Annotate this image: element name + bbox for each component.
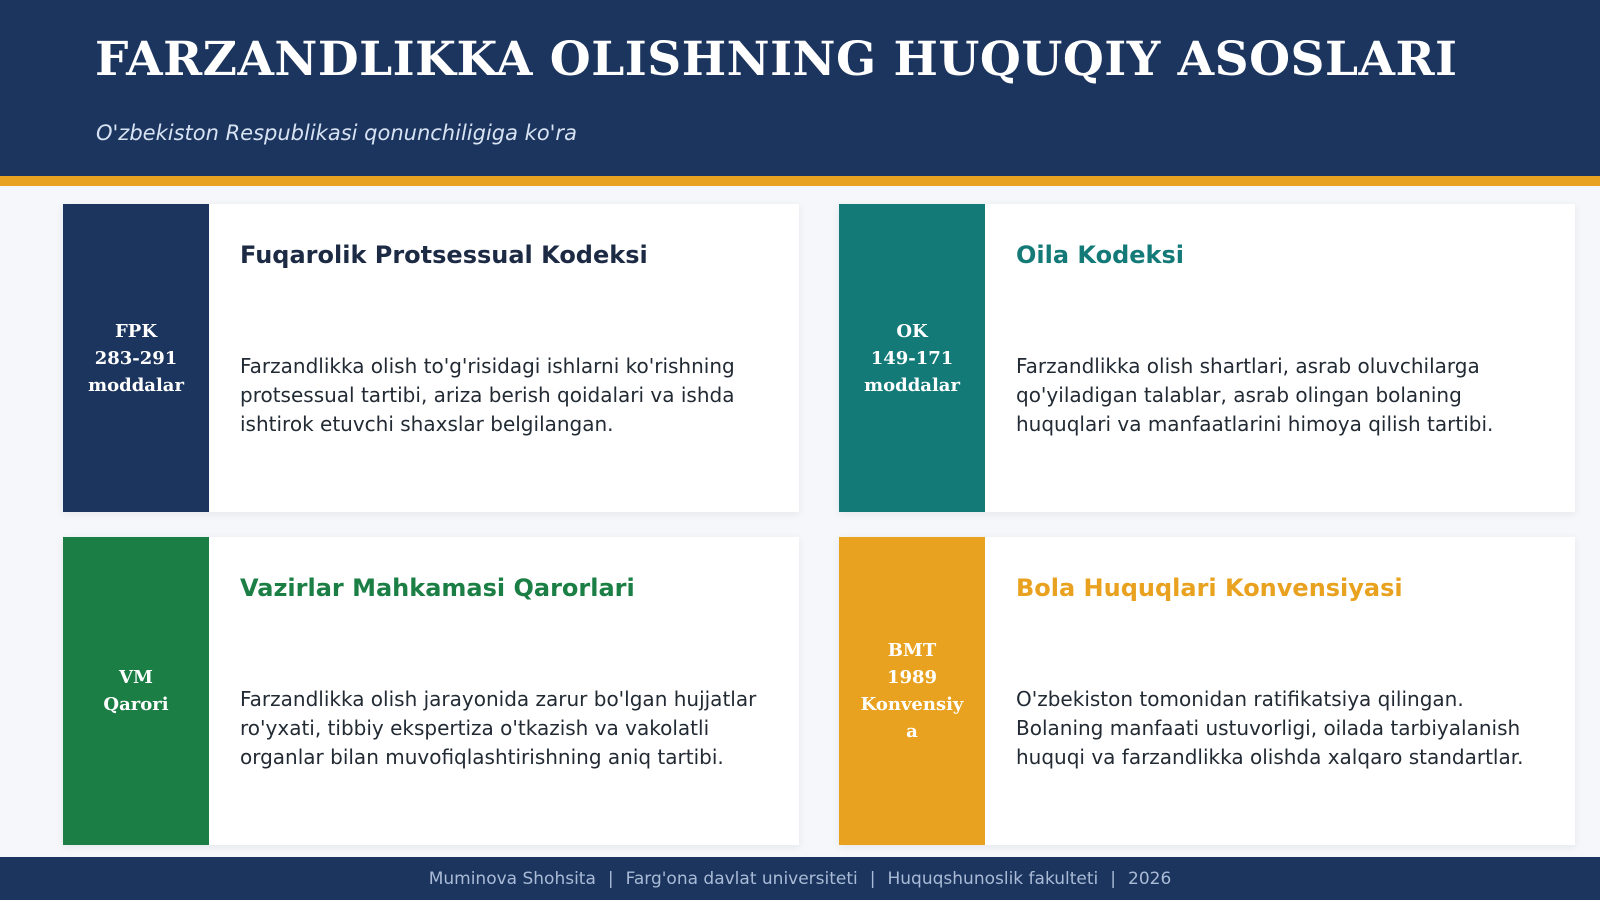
card-tag-text: BMT 1989 Konvensiy a (860, 640, 964, 742)
page-title: FARZANDLIKKA OLISHNING HUQUQIY ASOSLARI (95, 32, 1458, 87)
page-subtitle: O'zbekiston Respublikasi qonunchiligiga ko'ra (96, 121, 577, 145)
card-oila-kodeksi (839, 204, 1575, 512)
card-description: O'zbekiston tomonidan ratifikatsiya qilingan. Bolaning manfaati ustuvorligi, oilada tarbiyalanish huquqi va farzandlikka olishda xalqaro standartlar. (1016, 687, 1524, 769)
footer-separator: | (869, 868, 876, 889)
card-tag-text: OK 149-171 moddalar (864, 320, 960, 396)
card-vazirlar-mahkamasi (63, 537, 799, 845)
card-fpk (63, 204, 799, 512)
footer-separator: | (1110, 868, 1117, 889)
footer-separator: | (607, 868, 614, 889)
footer-author: Muminova Shohsita (428, 868, 596, 889)
card-description: Farzandlikka olish jarayonida zarur bo'lgan hujjatlar ro'yxati, tibbiy ekspertiza o'tkazish va vakolatli organlar bilan muvofiqlashtirishning aniq tartibi. (240, 687, 757, 769)
card-tag-bmt (839, 537, 985, 845)
card-description: Farzandlikka olish to'g'risidagi ishlarni ko'rishning protsessual tartibi, ariza berish qoidalari va ishda ishtirok etuvchi shaxslar belgilangan. (240, 354, 735, 436)
footer-faculty: Huquqshunoslik fakulteti (887, 868, 1099, 889)
card-title: Bola Huquqlari Konvensiyasi (1016, 574, 1403, 602)
card-title: Vazirlar Mahkamasi Qarorlari (240, 574, 635, 602)
card-tag-vm (63, 537, 209, 845)
footer-university: Farg'ona davlat universiteti (625, 868, 858, 889)
card-bola-huquqlari (839, 537, 1575, 845)
card-tag-text: FPK 283-291 moddalar (88, 320, 184, 396)
card-title: Oila Kodeksi (1016, 241, 1184, 269)
card-description: Farzandlikka olish shartlari, asrab oluvchilarga qo'yiladigan talablar, asrab olingan bolaning huquqlari va manfaatlarini himoya qilish tartibi. (1016, 354, 1494, 436)
footer-bar (0, 857, 1600, 900)
card-tag-fpk (63, 204, 209, 512)
card-tag-ok (839, 204, 985, 512)
card-tag-text: VM Qarori (103, 667, 169, 715)
card-title: Fuqarolik Protsessual Kodeksi (240, 241, 648, 269)
footer-year: 2026 (1128, 868, 1172, 889)
